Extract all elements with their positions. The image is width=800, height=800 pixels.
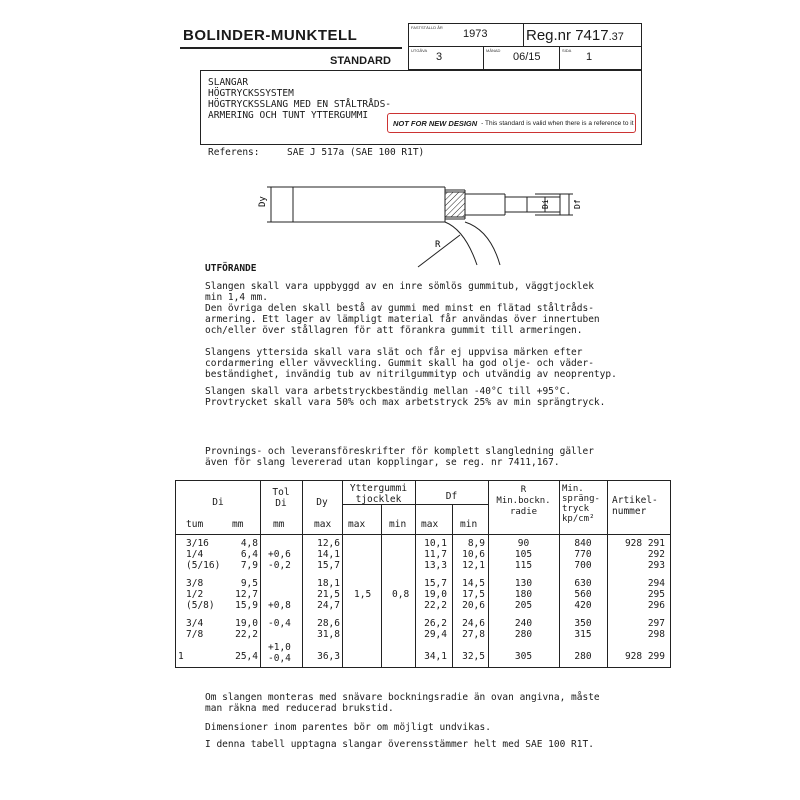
g2-art: 294 295 296 <box>647 578 665 611</box>
footer-note-1: Om slangen monteras med snävare bockningsradie än ovan angivna, måste man räkna med reducerad brukstid. <box>205 692 600 714</box>
unit-max2: max <box>348 519 366 530</box>
ytter-max: 1,5 <box>354 589 372 600</box>
th-min-spr: Min. spräng- tryck kp/cm² <box>562 484 600 524</box>
dy-label: Dy <box>258 196 268 207</box>
g4-mm: 25,4 <box>235 651 258 662</box>
g4-dfmin: 32,5 <box>462 651 485 662</box>
unit-max3: max <box>421 519 439 530</box>
not-for-new-design-notice <box>387 113 636 133</box>
g4-art: 928 299 <box>624 651 665 662</box>
sida-value: 1 <box>586 51 593 63</box>
g1-art: 928 291 292 293 <box>624 538 665 571</box>
g1-mm: 4,8 6,4 7,9 <box>240 538 258 571</box>
g2-tol: +0,8 <box>268 600 291 611</box>
th-df: Df <box>445 491 458 502</box>
th-di: Di <box>212 497 224 508</box>
g1-dy: 12,6 14,1 15,7 <box>317 538 340 571</box>
g1-tol: +0,6 -0,2 <box>268 549 291 571</box>
g3-dfmin: 24,6 27,8 <box>462 618 485 640</box>
year-value: 1973 <box>463 28 488 40</box>
g3-tol: -0,4 <box>268 618 291 629</box>
g2-tum: 3/8 1/2 (5/8) <box>186 578 215 611</box>
g4-tol: +1,0 -0,4 <box>268 642 291 664</box>
g2-dfmax: 15,7 19,0 22,2 <box>424 578 447 611</box>
section-title: UTFÖRANDE <box>205 263 257 274</box>
unit-min2: min <box>389 519 407 530</box>
g4-dfmax: 34,1 <box>424 651 447 662</box>
hose-diagram <box>255 175 595 270</box>
paragraph-1: Slangen skall vara uppbyggd av en inre sömlös gummitub, väggtjocklek min 1,4 mm. Den övriga delen skall bestå av gummi med minst en flätad ståltråds- armering. Ett lager av lämpligt material får användas över innertuben och/eller över stållagren för att förankra gummit till armeringen. <box>205 281 600 336</box>
g2-r: 130 180 205 <box>514 578 533 611</box>
footer-note-3: I denna tabell upptagna slangar överensstämmer helt med SAE 100 R1T. <box>205 739 594 750</box>
title-line-3: HÖGTRYCKSSLANG MED EN STÅLTRÅDS- <box>208 99 392 110</box>
unit-min3: min <box>460 519 478 530</box>
g4-spr: 280 <box>574 651 592 662</box>
g3-dy: 28,6 31,8 <box>317 618 340 640</box>
g2-mm: 9,5 12,7 15,9 <box>235 578 258 611</box>
g3-r: 240 280 <box>514 618 533 640</box>
hose-spec-table <box>175 480 671 668</box>
title-line-2: HÖGTRYCKSSYSTEM <box>208 88 294 99</box>
g3-mm: 19,0 22,2 <box>235 618 258 640</box>
g2-spr: 630 560 420 <box>574 578 592 611</box>
paragraph-3: Slangen skall vara arbetstryckbeständig mellan -40°C till +95°C. Provtrycket skall vara 50% och max arbetstryck 25% av min sprängtryck. <box>205 386 606 408</box>
unit-tum: tum <box>186 519 204 530</box>
company-logo: BOLINDER-MUNKTELL <box>183 27 358 44</box>
th-dy: Dy <box>316 497 328 508</box>
r-label: R <box>435 240 441 250</box>
unit-mm2: mm <box>273 519 285 530</box>
g1-spr: 840 770 700 <box>574 538 592 571</box>
notice-bold: NOT FOR NEW DESIGN <box>393 118 478 128</box>
g1-r: 90 105 115 <box>514 538 533 571</box>
g3-tum: 3/4 7/8 <box>186 618 204 640</box>
th-ytter: Yttergummi tjocklek <box>349 483 408 505</box>
notice-text: - This standard is valid when there is a reference to it <box>481 119 634 127</box>
title-line-1: SLANGAR <box>208 77 249 88</box>
referens-label: Referens: <box>208 147 260 158</box>
fastställd-label: FASTSTÄLLD ÅR <box>411 25 443 30</box>
unit-mm1: mm <box>232 519 244 530</box>
g1-dfmin: 8,9 10,6 12,1 <box>462 538 485 571</box>
g2-dy: 18,1 21,5 24,7 <box>317 578 340 611</box>
g1-dfmax: 10,1 11,7 13,3 <box>424 538 447 571</box>
g4-dy: 36,3 <box>317 651 340 662</box>
g4-tum: 1 <box>178 651 184 662</box>
footer-note-2: Dimensioner inom parentes bör om möjligt undvikas. <box>205 722 491 733</box>
utgava-value: 3 <box>436 51 443 63</box>
title-line-4: ARMERING OCH TUNT YTTERGUMMI <box>208 110 369 121</box>
g3-dfmax: 26,2 29,4 <box>424 618 447 640</box>
logo-underline <box>180 47 402 49</box>
utgava-label: UTGÅVA <box>411 48 428 53</box>
th-artikel: Artikel- nummer <box>612 495 658 517</box>
manad-value: 06/15 <box>513 51 541 63</box>
ytter-min: 0,8 <box>392 589 410 600</box>
th-r: R Min.bockn. radie <box>496 485 551 517</box>
g4-r: 305 <box>514 651 533 662</box>
th-tol: Tol Di <box>272 487 290 509</box>
referens-value: SAE J 517a (SAE 100 R1T) <box>287 147 425 158</box>
manad-label: MÅNAD <box>486 48 501 53</box>
df-label: Df <box>573 199 582 209</box>
unit-max1: max <box>314 519 332 530</box>
di-label: Di <box>541 199 550 209</box>
g3-art: 297 298 <box>647 618 665 640</box>
g2-dfmin: 14,5 17,5 20,6 <box>462 578 485 611</box>
reg-nr: Reg.nr 7417.37 <box>526 27 624 44</box>
paragraph-4: Provnings- och leveransföreskrifter för komplett slangledning gäller även för slang levererad utan kopplingar, se reg. nr 7411,167. <box>205 446 594 468</box>
sida-label: SIDA <box>562 48 572 53</box>
g3-spr: 350 315 <box>574 618 592 640</box>
g1-tum: 3/16 1/4 (5/16) <box>186 538 221 571</box>
standard-label: STANDARD <box>330 55 391 67</box>
paragraph-2: Slangens yttersida skall vara slät och får ej uppvisa märken efter cordarmering eller vävveckling. Gummit skall ha god olje- och väder- beständighet, invändig tub av nitrilgummityp och utvändig av neoprentyp. <box>205 347 617 380</box>
